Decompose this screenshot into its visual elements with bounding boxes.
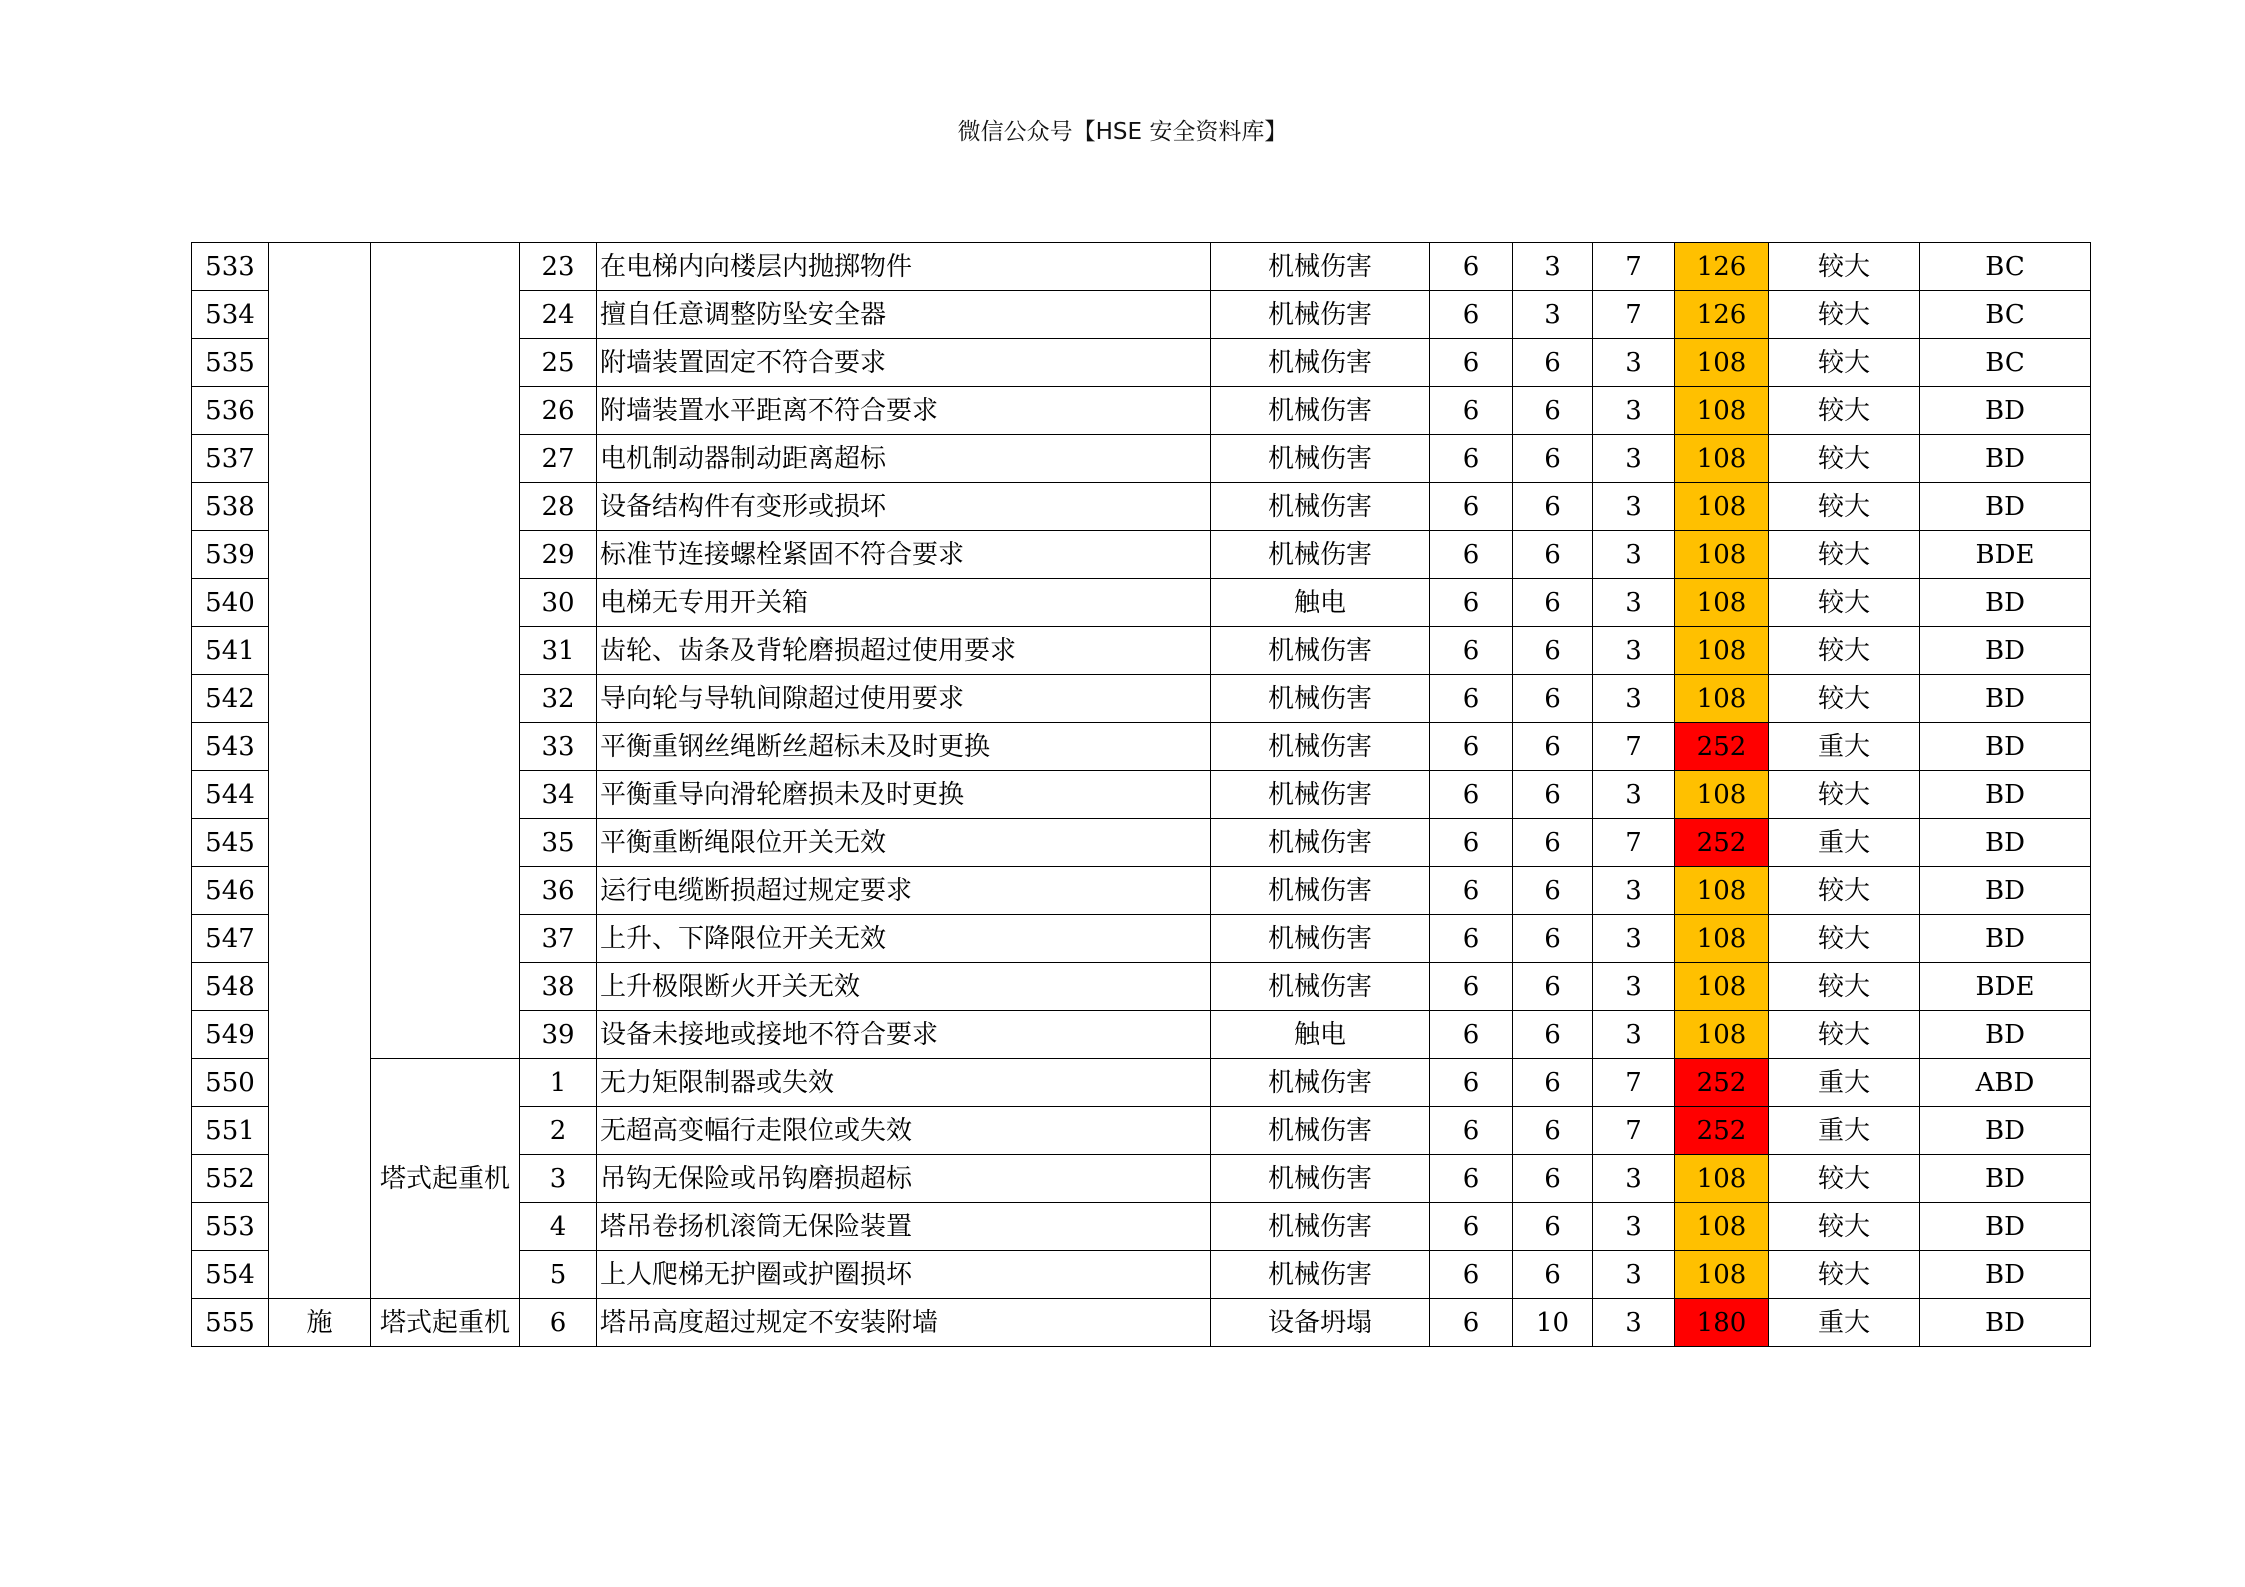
score-d: 108	[1675, 1155, 1769, 1203]
row-number: 536	[192, 387, 269, 435]
control-measures: BC	[1920, 339, 2091, 387]
hazard-type: 机械伤害	[1211, 627, 1430, 675]
score-l: 6	[1430, 675, 1513, 723]
score-c: 3	[1593, 915, 1675, 963]
score-e: 6	[1513, 915, 1593, 963]
score-c: 3	[1593, 579, 1675, 627]
hazard-type: 机械伤害	[1211, 915, 1430, 963]
control-measures: BD	[1920, 675, 2091, 723]
control-measures: BD	[1920, 915, 2091, 963]
score-e: 6	[1513, 1251, 1593, 1299]
score-l: 6	[1430, 1155, 1513, 1203]
control-measures: BC	[1920, 243, 2091, 291]
score-l: 6	[1430, 867, 1513, 915]
score-e: 6	[1513, 387, 1593, 435]
score-l: 6	[1430, 1203, 1513, 1251]
hazard-type: 机械伤害	[1211, 291, 1430, 339]
score-d: 108	[1675, 1011, 1769, 1059]
item-number: 36	[520, 867, 597, 915]
score-c: 3	[1593, 387, 1675, 435]
risk-level: 较大	[1769, 771, 1920, 819]
score-c: 3	[1593, 435, 1675, 483]
score-e: 6	[1513, 819, 1593, 867]
table-row	[192, 1059, 2091, 1107]
control-measures: ABD	[1920, 1059, 2091, 1107]
row-number: 539	[192, 531, 269, 579]
row-number: 552	[192, 1155, 269, 1203]
category-cell-tower-crane: 塔式起重机	[371, 1059, 520, 1299]
row-number: 541	[192, 627, 269, 675]
score-c: 7	[1593, 1107, 1675, 1155]
score-e: 6	[1513, 867, 1593, 915]
score-d: 108	[1675, 339, 1769, 387]
score-c: 3	[1593, 1251, 1675, 1299]
hazard-type: 触电	[1211, 579, 1430, 627]
row-number: 547	[192, 915, 269, 963]
score-e: 6	[1513, 1107, 1593, 1155]
item-number: 26	[520, 387, 597, 435]
category-cell: 塔式起重机	[371, 1299, 520, 1347]
risk-level: 较大	[1769, 915, 1920, 963]
control-measures: BD	[1920, 483, 2091, 531]
score-l: 6	[1430, 963, 1513, 1011]
control-measures: BD	[1920, 1299, 2091, 1347]
risk-level: 较大	[1769, 579, 1920, 627]
control-measures: BD	[1920, 867, 2091, 915]
hazard-type: 机械伤害	[1211, 1107, 1430, 1155]
score-l: 6	[1430, 723, 1513, 771]
hazard-type: 设备坍塌	[1211, 1299, 1430, 1347]
risk-level: 较大	[1769, 675, 1920, 723]
score-c: 3	[1593, 963, 1675, 1011]
item-number: 27	[520, 435, 597, 483]
item-number: 38	[520, 963, 597, 1011]
control-measures: BD	[1920, 1251, 2091, 1299]
item-number: 34	[520, 771, 597, 819]
hazard-type: 机械伤害	[1211, 435, 1430, 483]
hazard-type: 机械伤害	[1211, 771, 1430, 819]
hazard-item: 电机制动器制动距离超标	[597, 435, 1211, 483]
row-number: 544	[192, 771, 269, 819]
row-number: 543	[192, 723, 269, 771]
row-number: 535	[192, 339, 269, 387]
score-d: 126	[1675, 291, 1769, 339]
score-e: 6	[1513, 1203, 1593, 1251]
control-measures: BD	[1920, 579, 2091, 627]
score-d: 126	[1675, 243, 1769, 291]
score-c: 7	[1593, 1059, 1675, 1107]
hazard-type: 机械伤害	[1211, 675, 1430, 723]
row-number: 550	[192, 1059, 269, 1107]
control-measures: BD	[1920, 819, 2091, 867]
row-number: 553	[192, 1203, 269, 1251]
risk-level: 较大	[1769, 1155, 1920, 1203]
hazard-item: 擅自任意调整防坠安全器	[597, 291, 1211, 339]
row-number: 555	[192, 1299, 269, 1347]
score-d: 108	[1675, 627, 1769, 675]
score-l: 6	[1430, 915, 1513, 963]
score-e: 6	[1513, 771, 1593, 819]
section-cell	[269, 243, 371, 1299]
hazard-item: 塔吊高度超过规定不安装附墙	[597, 1299, 1211, 1347]
hazard-item: 附墙装置固定不符合要求	[597, 339, 1211, 387]
score-e: 6	[1513, 483, 1593, 531]
score-c: 3	[1593, 1203, 1675, 1251]
control-measures: BD	[1920, 627, 2091, 675]
score-e: 3	[1513, 291, 1593, 339]
score-d: 108	[1675, 675, 1769, 723]
risk-level: 重大	[1769, 723, 1920, 771]
risk-level: 较大	[1769, 963, 1920, 1011]
hazard-type: 机械伤害	[1211, 339, 1430, 387]
score-d: 108	[1675, 771, 1769, 819]
hazard-item: 附墙装置水平距离不符合要求	[597, 387, 1211, 435]
score-c: 7	[1593, 291, 1675, 339]
hazard-type: 机械伤害	[1211, 963, 1430, 1011]
score-c: 3	[1593, 1155, 1675, 1203]
hazard-item: 齿轮、齿条及背轮磨损超过使用要求	[597, 627, 1211, 675]
score-e: 6	[1513, 1059, 1593, 1107]
score-l: 6	[1430, 1251, 1513, 1299]
score-l: 6	[1430, 819, 1513, 867]
score-l: 6	[1430, 243, 1513, 291]
hazard-item: 上升极限断火开关无效	[597, 963, 1211, 1011]
hazard-type: 机械伤害	[1211, 387, 1430, 435]
score-c: 3	[1593, 867, 1675, 915]
item-number: 5	[520, 1251, 597, 1299]
score-d: 108	[1675, 483, 1769, 531]
table-row	[192, 1299, 2091, 1347]
score-l: 6	[1430, 435, 1513, 483]
score-d: 108	[1675, 1251, 1769, 1299]
item-number: 23	[520, 243, 597, 291]
score-c: 3	[1593, 675, 1675, 723]
hazard-type: 机械伤害	[1211, 1251, 1430, 1299]
page-header: 微信公众号【HSE 安全资料库】	[957, 119, 1288, 145]
score-e: 6	[1513, 579, 1593, 627]
row-number: 533	[192, 243, 269, 291]
hazard-item: 设备未接地或接地不符合要求	[597, 1011, 1211, 1059]
table-body	[192, 243, 2091, 1347]
row-number: 554	[192, 1251, 269, 1299]
hazard-type: 触电	[1211, 1011, 1430, 1059]
category-cell-elevator	[371, 243, 520, 1059]
score-d: 252	[1675, 1107, 1769, 1155]
section-cell: 施	[269, 1299, 371, 1347]
row-number: 545	[192, 819, 269, 867]
score-d: 108	[1675, 579, 1769, 627]
control-measures: BD	[1920, 723, 2091, 771]
score-e: 6	[1513, 627, 1593, 675]
row-number: 540	[192, 579, 269, 627]
risk-level: 较大	[1769, 867, 1920, 915]
score-c: 3	[1593, 531, 1675, 579]
hazard-type: 机械伤害	[1211, 1155, 1430, 1203]
score-l: 6	[1430, 627, 1513, 675]
control-measures: BDE	[1920, 963, 2091, 1011]
hazard-type: 机械伤害	[1211, 867, 1430, 915]
control-measures: BD	[1920, 1155, 2091, 1203]
score-d: 108	[1675, 531, 1769, 579]
control-measures: BD	[1920, 771, 2091, 819]
score-c: 3	[1593, 339, 1675, 387]
control-measures: BC	[1920, 291, 2091, 339]
hazard-type: 机械伤害	[1211, 1203, 1430, 1251]
risk-level: 较大	[1769, 387, 1920, 435]
row-number: 548	[192, 963, 269, 1011]
score-l: 6	[1430, 387, 1513, 435]
risk-assessment-table	[191, 242, 2091, 1347]
hazard-type: 机械伤害	[1211, 243, 1430, 291]
hazard-item: 标准节连接螺栓紧固不符合要求	[597, 531, 1211, 579]
score-d: 252	[1675, 723, 1769, 771]
score-c: 7	[1593, 819, 1675, 867]
hazard-item: 在电梯内向楼层内抛掷物件	[597, 243, 1211, 291]
item-number: 2	[520, 1107, 597, 1155]
risk-level: 重大	[1769, 1107, 1920, 1155]
score-e: 6	[1513, 963, 1593, 1011]
risk-level: 较大	[1769, 1251, 1920, 1299]
item-number: 37	[520, 915, 597, 963]
score-e: 10	[1513, 1299, 1593, 1347]
risk-level: 较大	[1769, 1011, 1920, 1059]
hazard-item: 平衡重断绳限位开关无效	[597, 819, 1211, 867]
score-e: 6	[1513, 675, 1593, 723]
hazard-item: 无力矩限制器或失效	[597, 1059, 1211, 1107]
score-d: 108	[1675, 963, 1769, 1011]
score-l: 6	[1430, 531, 1513, 579]
score-l: 6	[1430, 579, 1513, 627]
risk-level: 较大	[1769, 531, 1920, 579]
row-number: 551	[192, 1107, 269, 1155]
risk-level: 重大	[1769, 819, 1920, 867]
risk-level: 较大	[1769, 339, 1920, 387]
hazard-item: 平衡重导向滑轮磨损未及时更换	[597, 771, 1211, 819]
score-d: 252	[1675, 1059, 1769, 1107]
risk-level: 较大	[1769, 291, 1920, 339]
risk-level: 较大	[1769, 627, 1920, 675]
risk-level: 重大	[1769, 1059, 1920, 1107]
item-number: 6	[520, 1299, 597, 1347]
hazard-type: 机械伤害	[1211, 483, 1430, 531]
item-number: 31	[520, 627, 597, 675]
score-l: 6	[1430, 291, 1513, 339]
hazard-item: 导向轮与导轨间隙超过使用要求	[597, 675, 1211, 723]
item-number: 3	[520, 1155, 597, 1203]
risk-level: 较大	[1769, 483, 1920, 531]
row-number: 546	[192, 867, 269, 915]
control-measures: BD	[1920, 387, 2091, 435]
score-d: 252	[1675, 819, 1769, 867]
hazard-item: 上升、下降限位开关无效	[597, 915, 1211, 963]
score-d: 180	[1675, 1299, 1769, 1347]
score-l: 6	[1430, 771, 1513, 819]
hazard-item: 平衡重钢丝绳断丝超标未及时更换	[597, 723, 1211, 771]
score-e: 6	[1513, 435, 1593, 483]
hazard-item: 无超高变幅行走限位或失效	[597, 1107, 1211, 1155]
hazard-type: 机械伤害	[1211, 819, 1430, 867]
hazard-item: 上人爬梯无护圈或护圈损坏	[597, 1251, 1211, 1299]
hazard-type: 机械伤害	[1211, 531, 1430, 579]
hazard-item: 运行电缆断损超过规定要求	[597, 867, 1211, 915]
table-row	[192, 243, 2091, 291]
hazard-item: 电梯无专用开关箱	[597, 579, 1211, 627]
control-measures: BD	[1920, 1011, 2091, 1059]
score-l: 6	[1430, 1299, 1513, 1347]
score-l: 6	[1430, 1107, 1513, 1155]
control-measures: BD	[1920, 1107, 2091, 1155]
control-measures: BD	[1920, 435, 2091, 483]
score-l: 6	[1430, 1011, 1513, 1059]
score-e: 3	[1513, 243, 1593, 291]
hazard-type: 机械伤害	[1211, 1059, 1430, 1107]
risk-level: 重大	[1769, 1299, 1920, 1347]
hazard-item: 设备结构件有变形或损坏	[597, 483, 1211, 531]
score-d: 108	[1675, 435, 1769, 483]
score-l: 6	[1430, 339, 1513, 387]
item-number: 28	[520, 483, 597, 531]
hazard-item: 吊钩无保险或吊钩磨损超标	[597, 1155, 1211, 1203]
item-number: 30	[520, 579, 597, 627]
score-c: 3	[1593, 1299, 1675, 1347]
item-number: 39	[520, 1011, 597, 1059]
row-number: 537	[192, 435, 269, 483]
item-number: 33	[520, 723, 597, 771]
score-e: 6	[1513, 1155, 1593, 1203]
item-number: 24	[520, 291, 597, 339]
row-number: 538	[192, 483, 269, 531]
score-e: 6	[1513, 723, 1593, 771]
score-d: 108	[1675, 1203, 1769, 1251]
score-d: 108	[1675, 387, 1769, 435]
score-c: 7	[1593, 723, 1675, 771]
row-number: 534	[192, 291, 269, 339]
control-measures: BDE	[1920, 531, 2091, 579]
score-l: 6	[1430, 1059, 1513, 1107]
score-c: 7	[1593, 243, 1675, 291]
score-c: 3	[1593, 771, 1675, 819]
score-d: 108	[1675, 867, 1769, 915]
score-e: 6	[1513, 531, 1593, 579]
risk-level: 较大	[1769, 435, 1920, 483]
score-d: 108	[1675, 915, 1769, 963]
item-number: 32	[520, 675, 597, 723]
item-number: 1	[520, 1059, 597, 1107]
hazard-item: 塔吊卷扬机滚筒无保险装置	[597, 1203, 1211, 1251]
score-e: 6	[1513, 339, 1593, 387]
risk-level: 较大	[1769, 1203, 1920, 1251]
score-c: 3	[1593, 627, 1675, 675]
score-l: 6	[1430, 483, 1513, 531]
score-c: 3	[1593, 483, 1675, 531]
score-e: 6	[1513, 1011, 1593, 1059]
score-c: 3	[1593, 1011, 1675, 1059]
row-number: 549	[192, 1011, 269, 1059]
control-measures: BD	[1920, 1203, 2091, 1251]
item-number: 25	[520, 339, 597, 387]
item-number: 35	[520, 819, 597, 867]
item-number: 4	[520, 1203, 597, 1251]
row-number: 542	[192, 675, 269, 723]
item-number: 29	[520, 531, 597, 579]
hazard-type: 机械伤害	[1211, 723, 1430, 771]
risk-level: 较大	[1769, 243, 1920, 291]
